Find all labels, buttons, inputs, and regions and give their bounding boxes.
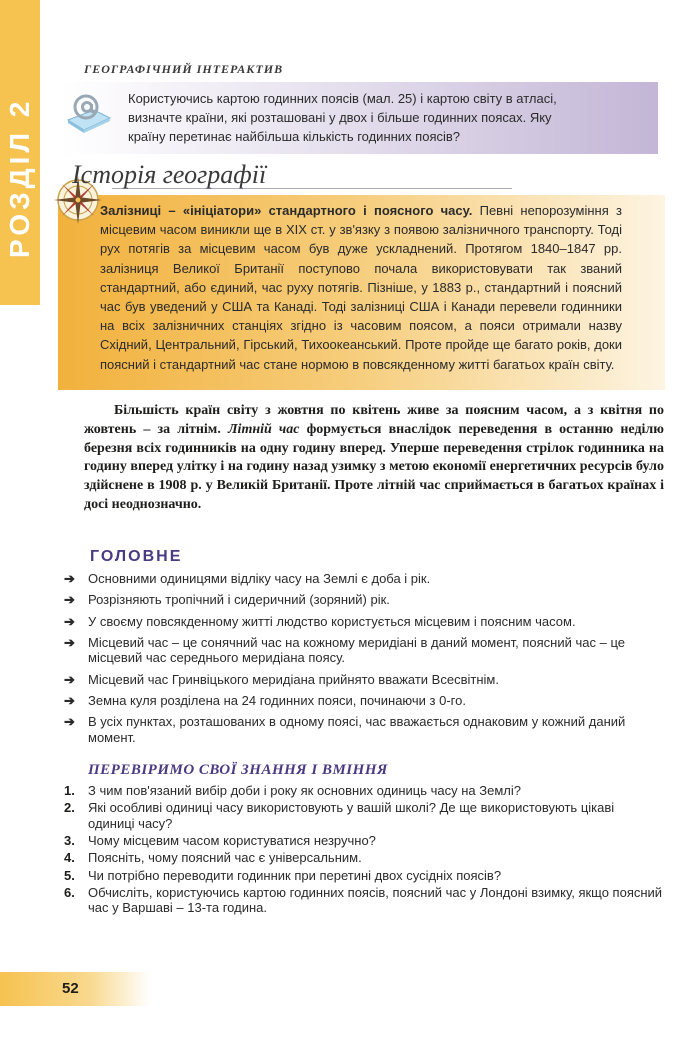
interactive-heading: ГЕОГРАФІЧНИЙ ІНТЕРАКТИВ (84, 62, 284, 76)
email-at-icon (64, 92, 114, 136)
history-text (100, 201, 622, 374)
question-item (64, 885, 664, 916)
summary-item-text: Місцевий час – це сонячний час на кожному меридіані в даний момент, поясний час – це місцевий час середнього меридіана поясу. (88, 634, 625, 666)
question-item (64, 800, 664, 831)
arrow-right-icon: ➔ (64, 592, 75, 608)
summary-item (64, 635, 664, 666)
summary-item-text: У своєму повсякденному житті людство користується місцевим і поясним часом. (88, 613, 576, 629)
summary-item (64, 614, 664, 630)
summary-item (64, 693, 664, 709)
interactive-line: визначте країни, які розташовані у двох і більше годинних поясах. Яку (128, 110, 552, 125)
summary-list (64, 571, 664, 751)
arrow-right-icon: ➔ (64, 714, 75, 730)
body-paragraph (84, 402, 664, 515)
body-part-1: Більшість країн світу з жовтня по квітень живе за поясним часом, а з квітня по жовтень – за літнім. (84, 403, 664, 437)
question-text: Обчисліть, користуючись картою годинних поясів, поясний час у Лондоні взимку, якщо поясний час у Варшаві – 13-та година. (88, 884, 663, 916)
question-number: 6. (64, 884, 75, 900)
history-title: Історія географії (72, 160, 267, 189)
summary-item (64, 592, 664, 608)
summary-item-text: Земна куля розділена на 24 годинних пояси, починаючи з 0-го. (88, 692, 466, 708)
interactive-line: країну перетинає найбільша кількість годинних поясів? (128, 129, 461, 144)
summary-heading: ГОЛОВНЕ (90, 548, 183, 565)
question-text: З чим пов'язаний вибір доби і року як основних одиниць часу на Землі? (88, 783, 521, 798)
question-number: 1. (64, 783, 75, 798)
body-part-2: формується внаслідок переведення в останню неділю березня всіх годинників на одну годину вперед. Уперше переведення стрілок годинника на годину вперед улітку і на годину назад узимку з метою економії енергетичних ресурсів було здійснене в 1908 р. у Великій Британії. Проте літній час сприймається в багатьох країнах і досі неоднозначно. (84, 421, 664, 512)
summary-item (64, 714, 664, 745)
question-text: Поясніть, чому поясний час є універсальним. (88, 850, 362, 866)
interactive-question (128, 89, 650, 146)
summary-item (64, 672, 664, 688)
summary-item-text: В усіх пунктах, розташованих в одному поясі, час вважається однаковим у кожний даний момент. (88, 714, 626, 745)
summary-item-text: Місцевий час Гринвіцького меридіана прийнято вважати Всесвітнім. (88, 671, 499, 687)
interactive-box (60, 82, 658, 154)
question-item (64, 850, 664, 866)
summary-item-text: Основними одиницями відліку часу на Землі є доба і рік. (88, 571, 431, 586)
summary-item (64, 571, 664, 587)
question-number: 3. (64, 833, 75, 849)
summary-item-text: Розрізняють тропічний і сидеричний (зоряний) рік. (88, 592, 390, 608)
questions-heading: ПЕРЕВІРИМО СВОЇ ЗНАННЯ І ВМІННЯ (88, 762, 388, 778)
arrow-right-icon: ➔ (64, 571, 75, 586)
question-item (64, 868, 664, 884)
arrow-right-icon: ➔ (64, 634, 75, 650)
body-term: Літній час (227, 421, 300, 437)
question-text: Чи потрібно переводити годинник при перетині двох сусідніх поясів? (88, 867, 502, 883)
question-number: 4. (64, 850, 75, 866)
question-text: Чому місцевим часом користуватися незручно? (88, 833, 376, 849)
question-item (64, 833, 664, 849)
history-body: Певні непорозуміння з місцевим часом виникли ще в XIX ст. у зв'язку з появою залізничного транспорту. Тоді рух потягів за місцевим часом був дуже ускладнений. Протягом 1840–1847 рр. залізниця Великої Британії поступово почала використовувати так званий стандартний, або єдиний, час руху потягів. Пізніше, у 1883 р., стандартний і поясний час був уведений у США та Канаді. Тоді залізниці США і Канади перевели годинники на всіх залізничних станціях згідно із часовим поясом, а пояси отримали назву Східний, Центральний, Гірський, Тихоокеанський. Проте пройде ще багато років, доки поясний і стандартний час стане нормою в повсякденному житті багатьох країн світу. (100, 203, 622, 372)
history-lead: Залізниці – «ініціатори» стандартного і поясного часу. (100, 203, 473, 218)
question-number: 5. (64, 867, 75, 883)
arrow-right-icon: ➔ (64, 692, 75, 708)
arrow-right-icon: ➔ (64, 671, 75, 687)
chapter-title: РОЗДІЛ 2 (4, 97, 35, 259)
question-number: 2. (64, 800, 75, 816)
page-number: 52 (62, 980, 79, 997)
questions-list (64, 783, 664, 918)
question-text: Які особливі одиниці часу використовують у вашій школі? Де ще використовують цікаві одиниці часу? (88, 800, 615, 831)
arrow-right-icon: ➔ (64, 613, 75, 629)
interactive-line: Користуючись картою годинних поясів (мал. 25) і картою світу в атласі, (128, 91, 557, 106)
question-item (64, 783, 664, 799)
